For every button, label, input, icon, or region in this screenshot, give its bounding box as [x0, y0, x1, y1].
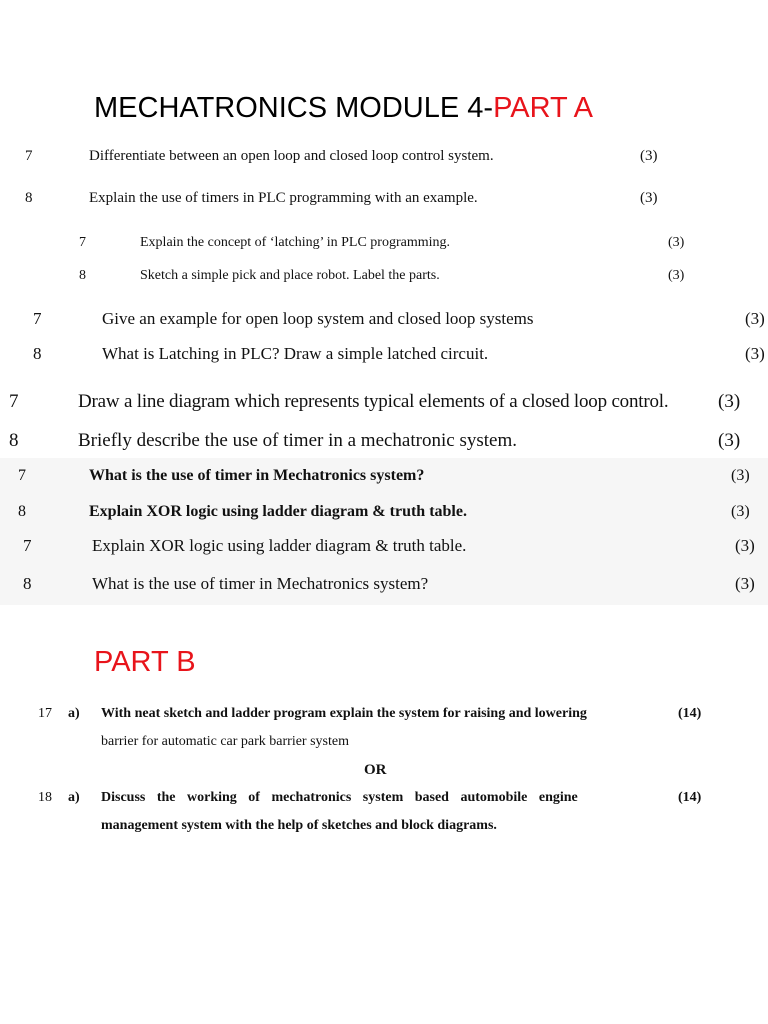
question-marks: (3) [731, 467, 750, 484]
question-marks: (14) [678, 706, 702, 721]
question-text: Sketch a simple pick and place robot. Label the parts. [140, 268, 440, 283]
question-text: What is Latching in PLC? Draw a simple latched circuit. [102, 344, 489, 363]
question-marks: (3) [668, 235, 685, 250]
question-number: 7 [23, 536, 32, 555]
question-marks: (3) [745, 309, 765, 328]
question-text-continued: management system with the help of sketches and block diagrams. [101, 818, 497, 833]
question-marks: (3) [745, 344, 765, 363]
question-text: Explain XOR logic using ladder diagram & truth table. [89, 503, 467, 520]
question-number: 7 [33, 309, 42, 328]
question-number: 7 [9, 391, 19, 412]
question-number: 8 [79, 268, 86, 283]
question-text: Explain XOR logic using ladder diagram & truth table. [92, 536, 467, 555]
question-text: Discuss the working of mechatronics system based automobile engine [101, 790, 578, 805]
question-number: 7 [25, 148, 33, 164]
question-subpart: a) [68, 790, 80, 805]
question-marks: (3) [718, 391, 741, 412]
question-marks: (14) [678, 790, 702, 805]
question-text: What is the use of timer in Mechatronics system? [92, 574, 429, 593]
question-text: Give an example for open loop system and closed loop systems [102, 309, 534, 328]
question-marks: (3) [735, 536, 755, 555]
page-title [94, 92, 593, 125]
question-text-continued: barrier for automatic car park barrier system [101, 734, 349, 749]
title-part-a: PART A [493, 92, 594, 124]
question-text: What is the use of timer in Mechatronics system? [89, 467, 425, 484]
or-separator: OR [364, 762, 387, 778]
question-marks: (3) [668, 268, 685, 283]
question-number: 18 [38, 790, 52, 805]
question-number: 8 [25, 190, 33, 206]
title-main: MECHATRONICS MODULE 4- [94, 92, 494, 124]
question-text: Explain the use of timers in PLC programming with an example. [89, 190, 478, 206]
question-marks: (3) [718, 430, 741, 451]
question-marks: (3) [735, 574, 755, 593]
question-marks: (3) [640, 190, 658, 206]
question-marks: (3) [731, 503, 750, 520]
question-number: 7 [79, 235, 86, 250]
question-number: 8 [23, 574, 32, 593]
question-text: Differentiate between an open loop and closed loop control system. [89, 148, 494, 164]
question-text: Explain the concept of ‘latching’ in PLC programming. [140, 235, 450, 250]
question-text: Draw a line diagram which represents typical elements of a closed loop control. [78, 391, 669, 412]
question-subpart: a) [68, 706, 80, 721]
question-number: 17 [38, 706, 52, 721]
part-b-title: PART B [94, 646, 196, 678]
question-text: Briefly describe the use of timer in a mechatronic system. [78, 430, 517, 451]
question-marks: (3) [640, 148, 658, 164]
question-number: 8 [18, 503, 26, 520]
question-number: 7 [18, 467, 26, 484]
question-number: 8 [33, 344, 42, 363]
question-text: With neat sketch and ladder program explain the system for raising and lowering [101, 706, 587, 721]
question-number: 8 [9, 430, 19, 451]
